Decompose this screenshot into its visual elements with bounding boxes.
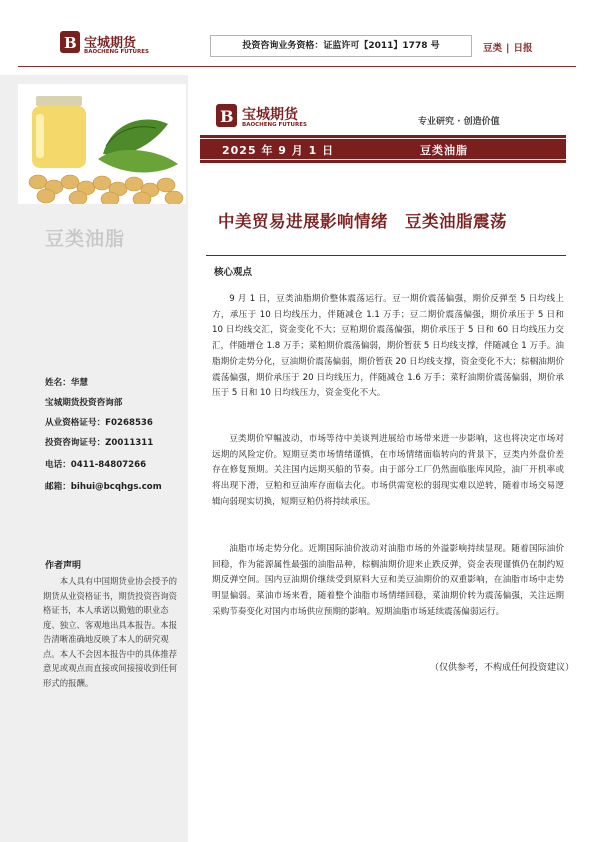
header-logo — [60, 30, 155, 60]
header-divider — [18, 66, 576, 67]
report-category: 豆类油脂 — [420, 144, 468, 157]
paragraph-3: 油脂市场走势分化。近期国际油价波动对油脂市场的外溢影响持续显现。随着国际油价回稳，作为能源属性最强的油脂品种，棕榈油期价迎来止跌反弹，资金表现谨慎仍在制约短期反弹空间。国内豆油期价继续受到原料大豆和美豆油期价的双重影响，在油脂市场中走势明显偏弱。菜油市场来看，随着整个油脂市场情绪回稳，菜油期价转为震荡偏强，关注远期采购节奏变化对国内市场供应预期的影响。短期油脂市场延续震荡偏弱运行。 — [212, 544, 564, 617]
author-name: 姓名：华慧 — [45, 378, 88, 388]
disclaimer-body: 本人具有中国期货业协会授予的期货从业资格证书，期货投资咨询资格证书，本人承诺以勤勉的职业态度、独立、客观地出具本报告。本报告清晰准确地反映了本人的研究观点。本人不会因本报告中的具体推荐意见或观点而直接或间接接收到任何形式的报酬。 — [43, 576, 178, 688]
sidebar-category-watermark: 豆类油脂 — [45, 228, 126, 250]
author-license: 从业资格证号：F0268536 — [45, 418, 153, 428]
paragraph-1: 9 月 1 日，豆类油脂期价整体震荡运行。豆一期价震荡偏强，期价反弹至 5 日均线上方，承压于 10 日均线压力，伴随减仓 1.1 万手；豆二期价震荡偏强，期价承压于 5 日和 10 日均线交汇，资金变化不大；豆粕期价震荡偏强，期价承压于 5 日和 60 日均线压力交汇，伴随增仓 1.8 万手；菜粕期价震荡偏弱，期价暂获 5 日均线支撑，伴随减仓 1 万手。油脂期价走势分化，豆油期价震荡偏弱，期价暂获 20 日均线支撑，资金变化不大；棕榈油期价震荡偏强，期价承压于 20 日均线压力，伴随减仓 1.6 万手；菜籽油期价震荡偏弱，期价承压于 5 日和 10 日均线压力，资金变化不大。 — [212, 294, 564, 399]
report-logo — [216, 102, 316, 132]
header-type: 日报 — [513, 43, 533, 54]
header-logo-en: BAOCHENG FUTURES — [84, 49, 149, 55]
author-phone: 电话：0411-84807266 — [45, 460, 147, 470]
author-dept: 宝城期货投资咨询部 — [45, 398, 123, 408]
slogan: 专业研究 · 创造价值 — [418, 117, 500, 127]
soybean-oil-image-icon — [18, 84, 186, 204]
header-logo-cn: 宝城期货 — [84, 36, 137, 51]
paragraph-2: 豆类期价窄幅波动，市场等待中美谈判进展给市场带来进一步影响，这也将决定市场对远期的风险定价。短期豆类市场情绪谨慎，在市场情绪面临转向的背景下，豆类内外盘价差存在修复预期。关注国内远期买船的节奏。由于部分工厂仍然面临胀库风险，油厂开机率或将出现下滑，豆粕和豆油库存面临去化。市场供需宽松的弱现实难以逆转，随着市场交易逻辑向弱现实切换，短期豆粕仍将持续承压。 — [212, 434, 564, 507]
svg-text:B: B — [64, 34, 77, 52]
svg-text:B: B — [220, 107, 234, 126]
core-heading: 核心观点 — [214, 267, 253, 278]
title-divider — [206, 255, 566, 256]
license-box: 投资咨询业务资格：证监许可【2011】1778 号 — [210, 35, 472, 57]
disclaimer-note: （仅供参考，不构成任何投资建议） — [430, 663, 575, 673]
report-logo-en: BAOCHENG FUTURES — [242, 122, 307, 128]
soybean-oil-photo — [18, 84, 186, 204]
author-advisory-license: 投资咨询证号：Z0011311 — [45, 438, 154, 448]
company-logo-icon — [216, 102, 238, 128]
header-category: 豆类 — [483, 43, 503, 54]
author-email[interactable]: 邮箱：bihui@bcqhgs.com — [45, 482, 162, 492]
disclaimer-title: 作者声明 — [45, 561, 82, 571]
header-category-type: 豆类 | 日报 — [483, 43, 533, 54]
report-logo-cn: 宝城期货 — [242, 107, 298, 123]
report-date: 2025 年 9 月 1 日 — [222, 144, 335, 157]
report-title: 中美贸易进展影响情绪 豆类油脂震荡 — [218, 212, 507, 231]
